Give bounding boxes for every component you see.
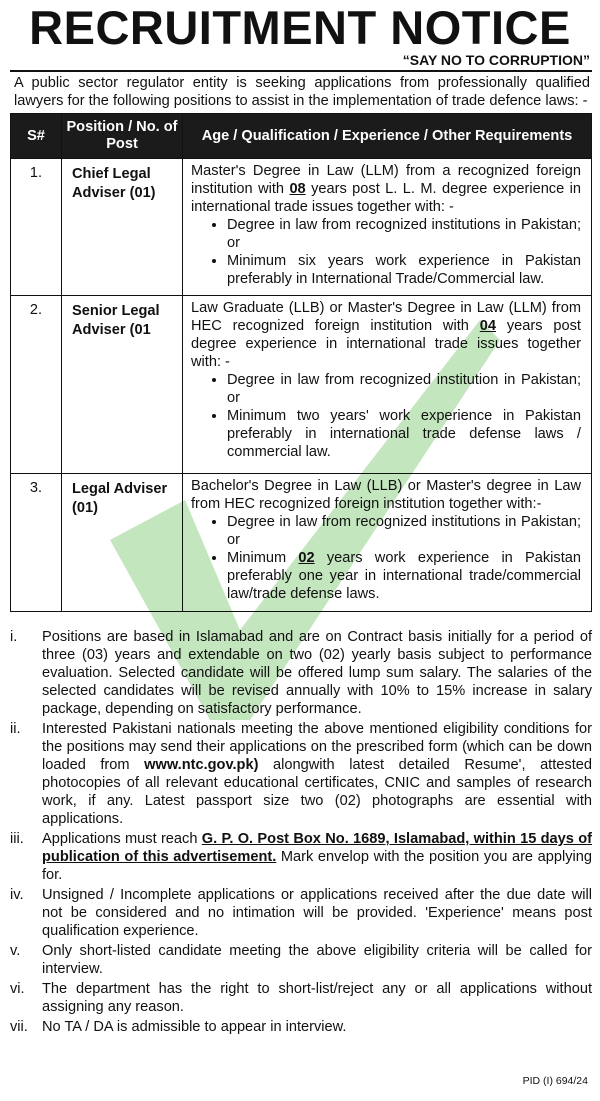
list-item: i. Positions are based in Islamabad and are on Contract basis initially for a period of three (03) years and extendable on two (02) yearly basis subject to performance evaluation. Selected candidate will be offered lump sum salary. The salaries of the selected candidates will be revised annually with 10% to 15% increase in salary package, depending on satisfactory performance.	[10, 629, 592, 717]
pid-number: PID (I) 694/24	[522, 1075, 588, 1087]
list-item: • Minimum two years' work experience in Pakistan preferably in international trade defense laws / commercial law.	[227, 407, 581, 461]
postal-address: G. P. O. Post Box No. 1689, Islamabad, within 15 days of publication of this advertisement.	[42, 831, 592, 865]
row-position: Senior Legal Adviser (01	[62, 296, 183, 474]
website-link[interactable]: www.ntc.gov.pk)	[144, 757, 259, 773]
list-item: • Minimum six years work experience in Pakistan preferably in International Trade/Commercial law.	[227, 252, 581, 288]
list-item: ii. Interested Pakistani nationals meeting the above mentioned eligibility conditions for the positions may send their applications on the prescribed form (which can be down loaded from www.ntc.gov.pk) alongwith latest detailed Resume', attested photocopies of all relevant educational certificates, CNIC and samples of research work, if any. Latest passport size two (02) photographs are essential with applications.	[10, 721, 592, 827]
row-requirements: Master's Degree in Law (LLM) from a recognized foreign institution with 08 years post L. L. M. degree experience in international trade issues together with: - • Degree in law from recognized institutions in Pakistan; or • Minimum six years work experience in Pakistan preferably in International Trade/Commercial law.	[183, 159, 592, 296]
row-sno: 1.	[11, 159, 62, 296]
row-position: Legal Adviser (01)	[62, 474, 183, 612]
table-row	[11, 296, 592, 474]
positions-table	[10, 113, 592, 612]
row-sno: 3.	[11, 474, 62, 612]
list-item: • Degree in law from recognized institution in Pakistan; or	[227, 371, 581, 407]
header-position: Position / No. of Post	[62, 114, 183, 159]
row-sno: 2.	[11, 296, 62, 474]
list-item: vii. No TA / DA is admissible to appear in interview.	[10, 1019, 347, 1035]
list-item: • Minimum 02 years work experience in Pakistan preferably one year in international trade/commercial law/trade defense laws.	[227, 549, 581, 603]
list-item: vi. The department has the right to short-list/reject any or all applications without assigning any reason.	[10, 981, 592, 1015]
table-row	[11, 159, 592, 296]
list-item: iii. Applications must reach G. P. O. Post Box No. 1689, Islamabad, within 15 days of publication of this advertisement. Mark envelop with the position you are applying for.	[10, 831, 592, 883]
list-item: iv. Unsigned / Incomplete applications or applications received after the due date will not be considered and no intimation will be provided. 'Experience' means post qualification experience.	[10, 887, 592, 939]
list-item: • Degree in law from recognized institutions in Pakistan; or	[227, 513, 581, 549]
list-item: • Degree in law from recognized institutions in Pakistan; or	[227, 216, 581, 252]
page-title: RECRUITMENT NOTICE	[29, 1, 571, 54]
table-row	[11, 474, 592, 612]
header-requirements: Age / Qualification / Experience / Other Requirements	[183, 114, 592, 159]
intro-text: A public sector regulator entity is seeking applications from professionally qualified lawyers for the following positions to assist in the implementation of trade defence laws: -	[14, 75, 590, 109]
list-item: v. Only short-listed candidate meeting the above eligibility criteria will be called for interview.	[10, 943, 592, 977]
row-requirements: Bachelor's Degree in Law (LLB) or Master's degree in Law from HEC recognized foreign institution together with:- • Degree in law from recognized institutions in Pakistan; or • Minimum 02 years work experience in Pakistan preferably one year in international trade/commercial law/trade defense laws.	[183, 474, 592, 612]
table-header-row	[11, 114, 592, 159]
row-requirements: Law Graduate (LLB) or Master's Degree in Law (LLM) from HEC recognized foreign institution with 04 years post degree experience in international trade issues together with: - • Degree in law from recognized institution in Pakistan; or • Minimum two years' work experience in Pakistan preferably in international trade defense laws / commercial law.	[183, 296, 592, 474]
row-position: Chief Legal Adviser (01)	[62, 159, 183, 296]
slogan: “SAY NO TO CORRUPTION”	[402, 52, 590, 68]
terms-list	[10, 628, 592, 1038]
header-sno: S#	[11, 114, 62, 159]
divider	[10, 70, 592, 72]
